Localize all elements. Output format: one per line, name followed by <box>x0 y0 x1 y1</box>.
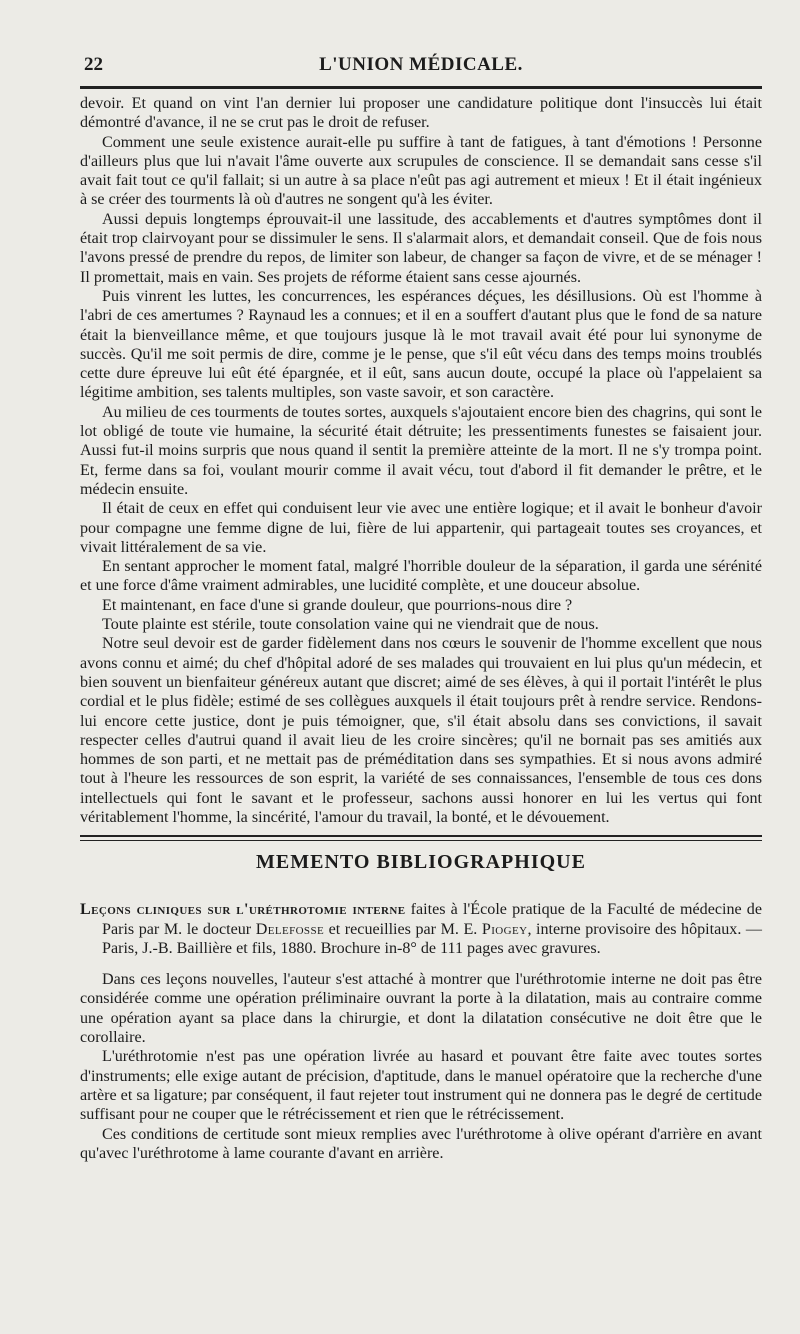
paragraph: Notre seul devoir est de garder fidèlement dans nos cœurs le souvenir de l'homme excellent que nous avons connu et aimé; du chef d'hôpital adoré de ses malades qui trouvaient en lui plus qu'un médecin, et bien souvent un bienfaiteur généreux autant que discret; aimé de ses élèves, à qui il portait l'intérêt le plus cordial et le plus fidèle; estimé de ses collègues auxquels il était toujours prêt à rendre service. Rendons-lui encore cette justice, dont je puis témoigner, que, s'il était absolu dans ses convictions, il savait respecter celles d'autrui quand il avait lieu de les croire sincères; qu'il ne bornait pas ses amitiés aux hommes de son parti, et ne mettait pas de préméditation dans ses sympathies. Et si nous avons admiré tout à l'heure les ressources de son esprit, la variété de ses connaissances, l'ensemble de tous ces dons intellectuels qui font le savant et le professeur, sachons aussi honorer en lui les vertus qui font véritablement l'homme, la sincérité, l'amour du travail, la bonté, et le dévouement. <box>80 635 762 826</box>
entry-text: , interne provisoire des hôpitaux. — Paris, J.-B. Baillière et fils, 1880. Brochure in-8° de 111 pages avec gravures. <box>102 920 763 957</box>
bibliography-entry <box>80 900 762 958</box>
paragraph: Aussi depuis longtemps éprouvait-il une lassitude, des accablements et d'autres symptômes dont il était trop clairvoyant pour se dissimuler le sens. Il s'alarmait alors, et demandait conseil. Que de fois nous l'avons pressé de prendre du repos, de limiter son labeur, de changer sa façon de vivre, et de se ménager ! Il promettait, mais en vain. Ses projets de réforme étaient sans cesse ajournés. <box>80 210 762 286</box>
paragraph: Toute plainte est stérile, toute consolation vaine qui ne viendrait que de nous. <box>102 616 599 634</box>
entry-text: et recueillies par M. E. <box>324 920 482 938</box>
paragraph: L'uréthrotomie n'est pas une opération livrée au hasard et pouvant être faite avec toutes sortes d'instruments; elle exige autant de précision, d'aptitude, dans le manuel opératoire que la recherche d'une artère et sa ligature; par conséquent, il faut rejeter tout instrument qui ne donnera pas le degré de certitude suffisant pour ne couper que le rétrécissement et rien que le rétrécissement. <box>80 1048 762 1124</box>
header-rule <box>80 86 762 89</box>
paragraph: devoir. Et quand on vint l'an dernier lui proposer une candidature politique dont l'insuccès lui était démontré d'avance, il ne se crut pas le droit de refuser. <box>80 95 762 132</box>
obituary-text <box>80 94 762 827</box>
paragraph: En sentant approcher le moment fatal, malgré l'horrible douleur de la séparation, il garda une sérénité et une force d'âme vraiment admirables, une lucidité complète, et une douceur absolue. <box>80 558 762 595</box>
page-number: 22 <box>84 54 103 75</box>
paragraph: Et maintenant, en face d'une si grande douleur, que pourrions-nous dire ? <box>102 596 573 614</box>
review-text <box>80 970 762 1163</box>
author-name: Delefosse <box>255 920 325 938</box>
section-title: MEMENTO BIBLIOGRAPHIQUE <box>256 851 586 874</box>
section-divider <box>80 835 762 841</box>
entry-text: faites à l'École pratique de la Faculté de médecine de Paris par M. le docteur <box>102 901 762 938</box>
paragraph: Puis vinrent les luttes, les concurrences, les espérances déçues, les désillusions. Où est l'homme à l'abri de ces amertumes ? Raynaud les a connues; et il en a souffert d'autant plus que le fond de sa nature était la bienveillance même, et que toujours jusque là le mot travail avait été pour lui synonyme de succès. Qu'il me soit permis de dire, comme je le pense, que s'il eût vécu dans des temps moins troublés cette dure épreuve lui eût été épargnée, et il eût, sans aucun doute, occupé la place où l'appelaient sa légitime ambition, ses talents multiples, son vaste savoir, et son caractère. <box>80 287 762 402</box>
paragraph: Il était de ceux en effet qui conduisent leur vie avec une entière logique; et il avait le bonheur d'avoir pour compagne une femme digne de lui, fière de lui appartenir, qui partageait toutes ses croyances, et vivait littéralement de sa vie. <box>80 500 762 556</box>
page-header <box>80 50 762 80</box>
editor-name: Piogey <box>481 920 528 938</box>
paragraph: Au milieu de ces tourments de toutes sortes, auxquels s'ajoutaient encore bien des chagrins, qui sont le lot obligé de toute vie humaine, la sécurité était détruite; les pressentiments funestes se faisaient jour. Aussi fut-il moins surpris que nous quand il sentit la première atteinte de la mort. Il ne s'y trompa point. Et, ferme dans sa foi, voulant mourir comme il avait vécu, tout d'abord il fit demander le prêtre, et le médecin ensuite. <box>80 403 762 498</box>
paragraph: Dans ces leçons nouvelles, l'auteur s'est attaché à montrer que l'uréthrotomie interne ne doit pas être considérée comme une opération préliminaire ouvrant la porte à la dilatation, mais au contraire comme une opération ayant sa place dans la chirurgie, et dont la dilatation consécutive ne doit être que le corollaire. <box>80 971 762 1047</box>
paragraph: Comment une seule existence aurait-elle pu suffire à tant de fatigues, à tant d'émotions ! Personne d'ailleurs plus que lui n'avait l'âme ouverte aux scrupules de conscience. Il se demandait sans cesse s'il avait fait tout ce qu'il fallait; si un autre à sa place n'eût pas agi autrement et mieux ! Et il était ingénieux à se créer des tourments là où d'autres ne songent qu'à les éviter. <box>80 133 762 209</box>
running-title: L'UNION MÉDICALE. <box>319 54 523 75</box>
paragraph: Ces conditions de certitude sont mieux remplies avec l'uréthrotome à olive opérant d'arrière en avant qu'avec l'uréthrotome à lame courante d'avant en arrière. <box>80 1125 762 1162</box>
book-title: Leçons cliniques sur l'uréthrotomie interne <box>80 901 406 919</box>
